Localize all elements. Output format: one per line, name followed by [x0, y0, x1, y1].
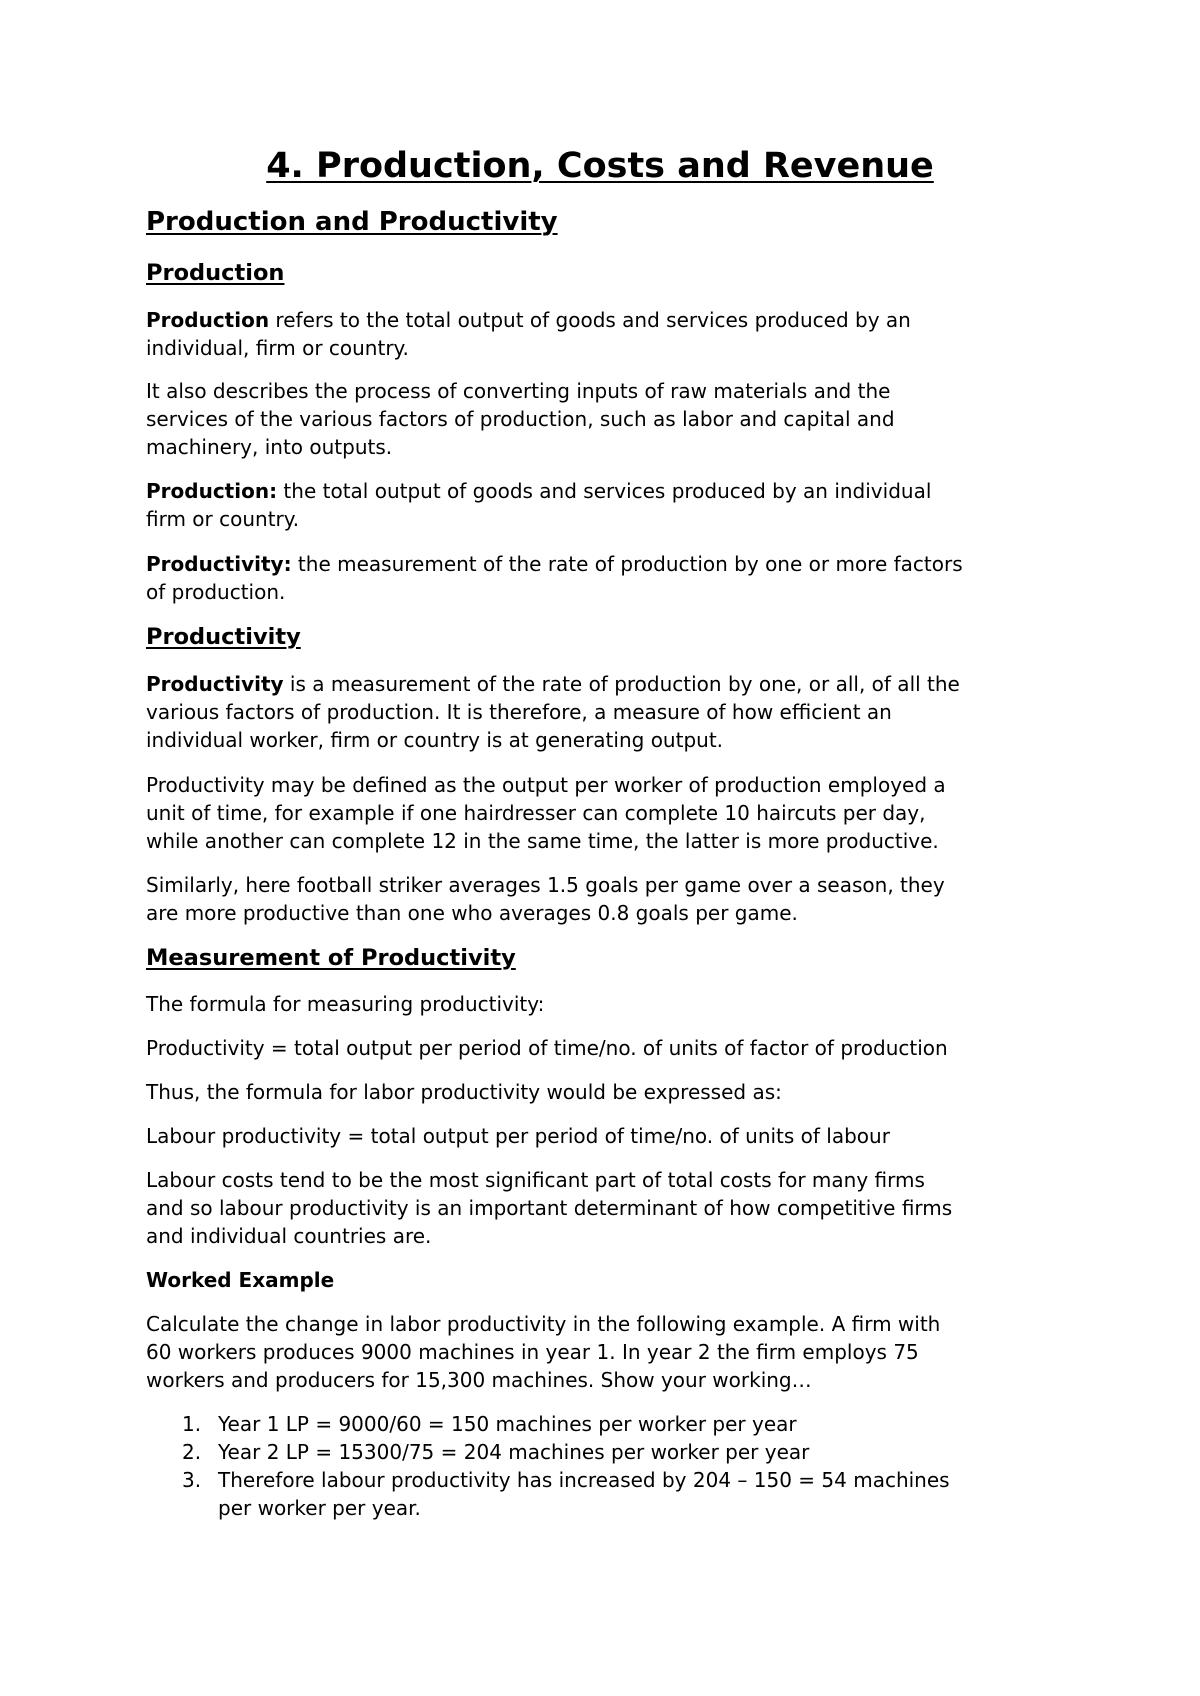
section-heading-production-and-productivity: Production and Productivity	[146, 207, 558, 237]
text-span: the measurement of the rate of production by one or more factors	[291, 552, 963, 576]
term-production-definition: Production:	[146, 479, 278, 503]
text-span: refers to the total output of goods and services produced by an	[269, 308, 911, 332]
text-line: Labour costs tend to be the most significant part of total costs for many firms	[146, 1168, 925, 1192]
definition-production	[146, 477, 1066, 533]
text-line	[146, 477, 1066, 505]
text-line: Similarly, here football striker averages 1.5 goals per game over a season, they	[146, 873, 945, 897]
text-line: and individual countries are.	[146, 1224, 432, 1248]
text-line: individual, firm or country.	[146, 336, 409, 360]
productivity-formula: Productivity = total output per period of time/no. of units of factor of production	[146, 1036, 948, 1060]
text-line: are more productive than one who averages 0.8 goals per game.	[146, 901, 798, 925]
text-line: Therefore labour productivity has increased by 204 – 150 = 54 machines	[218, 1468, 950, 1492]
subheading-worked-example: Worked Example	[146, 1268, 335, 1292]
text-line: firm or country.	[146, 507, 300, 531]
text-line: and so labour productivity is an important determinant of how competitive firms	[146, 1196, 953, 1220]
production-paragraph-2	[146, 377, 1066, 461]
measurement-intro: The formula for measuring productivity:	[146, 992, 545, 1016]
labor-formula-intro: Thus, the formula for labor productivity would be expressed as:	[146, 1080, 782, 1104]
subheading-production: Production	[146, 260, 285, 286]
definition-productivity	[146, 550, 1066, 606]
text-span: is a measurement of the rate of production by one, or all, of all the	[283, 672, 960, 696]
text-line	[146, 550, 1066, 578]
term-productivity: Productivity	[146, 672, 284, 696]
text-line: various factors of production. It is therefore, a measure of how efficient an	[146, 700, 892, 724]
worked-example-steps	[146, 1410, 1066, 1522]
text-line: It also describes the process of converting inputs of raw materials and the	[146, 379, 891, 403]
text-line: individual worker, firm or country is at generating output.	[146, 728, 724, 752]
text-line: while another can complete 12 in the same time, the latter is more productive.	[146, 829, 939, 853]
text-line: of production.	[146, 580, 286, 604]
worked-example-question	[146, 1310, 1066, 1394]
text-line	[146, 670, 1066, 698]
labor-productivity-formula: Labour productivity = total output per period of time/no. of units of labour	[146, 1124, 890, 1148]
subheading-productivity: Productivity	[146, 624, 301, 650]
text-line: Year 2 LP = 15300/75 = 204 machines per worker per year	[218, 1440, 810, 1464]
list-item	[146, 1438, 1066, 1466]
list-number: 2.	[182, 1440, 202, 1464]
text-line: 60 workers produces 9000 machines in year 1. In year 2 the firm employs 75	[146, 1340, 919, 1364]
text-line: services of the various factors of production, such as labor and capital and	[146, 407, 895, 431]
productivity-paragraph-1	[146, 670, 1066, 754]
text-line: Calculate the change in labor productivity in the following example. A firm with	[146, 1312, 941, 1336]
labour-costs-paragraph	[146, 1166, 1066, 1250]
text-line: workers and producers for 15,300 machines. Show your working…	[146, 1368, 812, 1392]
text-line: machinery, into outputs.	[146, 435, 393, 459]
text-line: per worker per year.	[218, 1496, 421, 1520]
text-span: the total output of goods and services produced by an individual	[277, 479, 932, 503]
production-paragraph-1	[146, 306, 1066, 362]
term-productivity-definition: Productivity:	[146, 552, 292, 576]
page-title: 4. Production, Costs and Revenue	[266, 146, 934, 186]
productivity-paragraph-3	[146, 871, 1066, 927]
term-production: Production	[146, 308, 270, 332]
list-number: 1.	[182, 1412, 202, 1436]
text-line: unit of time, for example if one hairdresser can complete 10 haircuts per day,	[146, 801, 926, 825]
list-item	[146, 1410, 1066, 1438]
text-line	[146, 306, 1066, 334]
list-number: 3.	[182, 1468, 202, 1492]
text-line: Productivity may be defined as the output per worker of production employed a	[146, 773, 946, 797]
subheading-measurement-of-productivity: Measurement of Productivity	[146, 945, 516, 971]
productivity-paragraph-2	[146, 771, 1066, 855]
text-line: Year 1 LP = 9000/60 = 150 machines per worker per year	[218, 1412, 797, 1436]
list-item	[146, 1466, 1066, 1522]
